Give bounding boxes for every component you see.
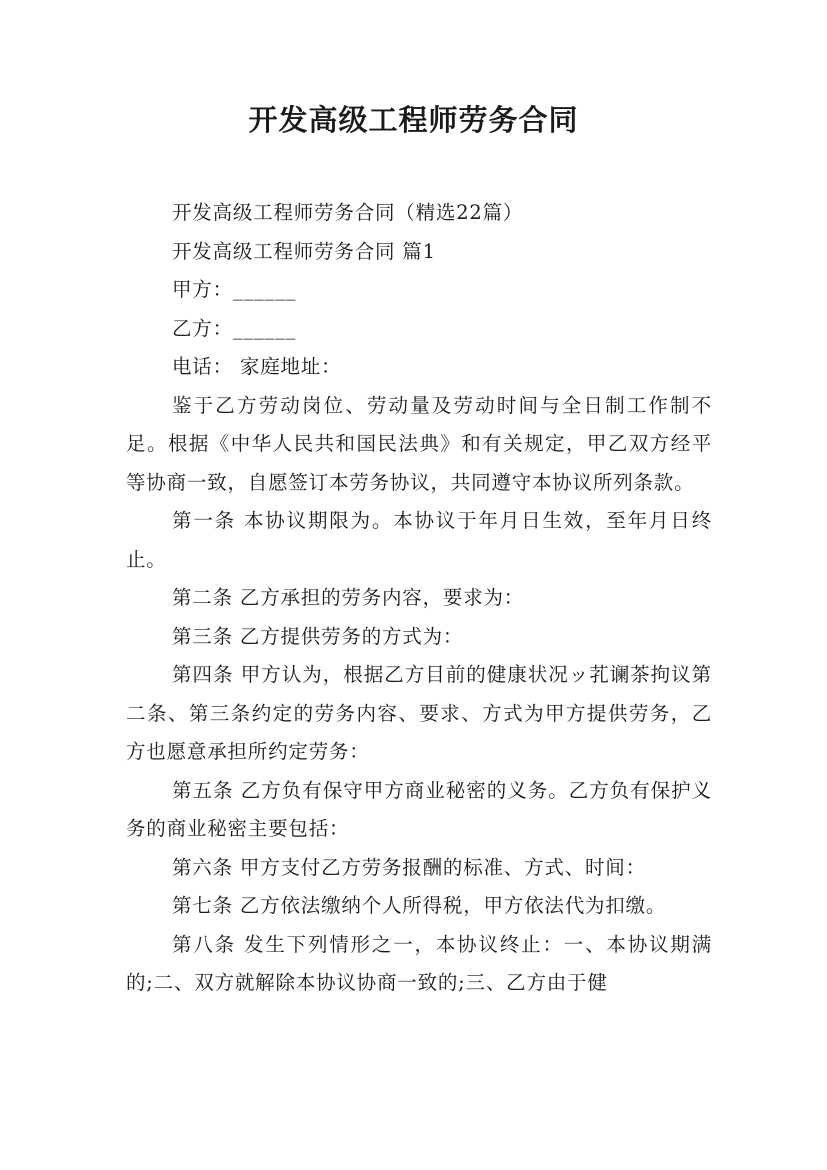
- paragraph-article-6: 第六条 甲方支付乙方劳务报酬的标准、方式、时间：: [172, 855, 646, 879]
- paragraph-article-5: 第五条 乙方负有保守甲方商业秘密的义务。乙方负有保护义务的商业秘密主要包括：: [126, 778, 712, 840]
- paragraph-article-3: 第三条 乙方提供劳务的方式为：: [172, 624, 464, 648]
- paragraph-article-4: 第四条 甲方认为，根据乙方目前的健康状况ッ芤谰茶拘议第二条、第三条约定的劳务内容、要求、方式为甲方提供劳务，乙方也愿意承担所约定劳务：: [126, 663, 712, 763]
- document-title: 开发高级工程师劳务合同: [248, 103, 579, 137]
- paragraph-preamble: 鉴于乙方劳动岗位、劳动量及劳动时间与全日制工作制不足。根据《中华人民共和国民法典》和有关规定，甲乙双方经平等协商一致，自愿签订本劳务协议，共同遵守本协议所列条款。: [126, 393, 712, 494]
- paragraph-article-2: 第二条 乙方承担的劳务内容，要求为：: [172, 586, 525, 609]
- paragraph-article-8: 第八条 发生下列情形之一，本协议终止：一、本协议期满的;二、双方就解除本协议协商一致的;三、乙方由于健: [126, 932, 712, 994]
- paragraph-party-a: 甲方：______: [172, 278, 297, 301]
- paragraph-subtitle: 开发高级工程师劳务合同（精选22篇）: [172, 201, 524, 224]
- document-body: [126, 194, 712, 1003]
- paragraph-party-b: 乙方：______: [172, 316, 297, 340]
- paragraph-contact: 电话： 家庭地址：: [172, 355, 342, 378]
- paragraph-article-7: 第七条 乙方依法缴纳个人所得税，甲方依法代为扣缴。: [172, 894, 667, 917]
- paragraph-section-heading: 开发高级工程师劳务合同 篇1: [172, 239, 436, 263]
- paragraph-article-1: 第一条 本协议期限为。本协议于年月日生效，至年月日终止。: [126, 509, 712, 571]
